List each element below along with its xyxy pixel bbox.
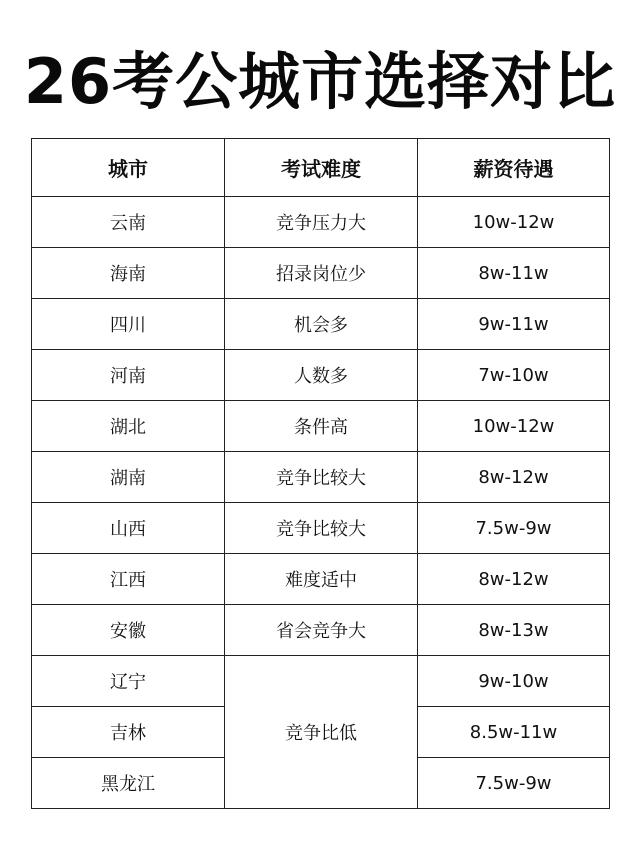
cell-salary: 8w-11w (418, 248, 610, 299)
cell-salary: 10w-12w (418, 197, 610, 248)
table-row (32, 605, 610, 656)
cell-salary: 7w-10w (418, 350, 610, 401)
cell-salary: 7.5w-9w (418, 503, 610, 554)
table-row (32, 554, 610, 605)
cell-difficulty: 难度适中 (225, 554, 418, 605)
cell-city: 湖北 (32, 401, 225, 452)
cell-city: 海南 (32, 248, 225, 299)
cell-city: 河南 (32, 350, 225, 401)
cell-city: 安徽 (32, 605, 225, 656)
cell-salary: 9w-11w (418, 299, 610, 350)
table-row (32, 503, 610, 554)
cell-difficulty: 竞争压力大 (225, 197, 418, 248)
cell-difficulty: 机会多 (225, 299, 418, 350)
comparison-table (31, 138, 610, 809)
cell-salary: 10w-12w (418, 401, 610, 452)
cell-city: 黑龙江 (32, 758, 225, 809)
cell-salary: 8w-13w (418, 605, 610, 656)
table-row (32, 248, 610, 299)
cell-difficulty: 省会竞争大 (225, 605, 418, 656)
cell-city: 吉林 (32, 707, 225, 758)
cell-city: 辽宁 (32, 656, 225, 707)
cell-city: 江西 (32, 554, 225, 605)
cell-city: 云南 (32, 197, 225, 248)
cell-difficulty: 人数多 (225, 350, 418, 401)
cell-salary: 7.5w-9w (418, 758, 610, 809)
table-row (32, 350, 610, 401)
cell-difficulty: 条件高 (225, 401, 418, 452)
cell-difficulty: 招录岗位少 (225, 248, 418, 299)
cell-salary: 8w-12w (418, 452, 610, 503)
table-row (32, 452, 610, 503)
table-row (32, 299, 610, 350)
header-difficulty: 考试难度 (225, 139, 418, 197)
table-header-row (32, 139, 610, 197)
cell-city: 山西 (32, 503, 225, 554)
cell-salary: 9w-10w (418, 656, 610, 707)
cell-city: 四川 (32, 299, 225, 350)
header-salary: 薪资待遇 (418, 139, 610, 197)
cell-salary: 8w-12w (418, 554, 610, 605)
cell-city: 湖南 (32, 452, 225, 503)
table-row (32, 656, 610, 707)
header-city: 城市 (32, 139, 225, 197)
page-title: 26考公城市选择对比 (23, 45, 617, 118)
cell-salary: 8.5w-11w (418, 707, 610, 758)
table-row (32, 197, 610, 248)
cell-difficulty: 竞争比较大 (225, 503, 418, 554)
cell-difficulty-merged: 竞争比低 (225, 656, 418, 809)
table-row (32, 401, 610, 452)
cell-difficulty: 竞争比较大 (225, 452, 418, 503)
